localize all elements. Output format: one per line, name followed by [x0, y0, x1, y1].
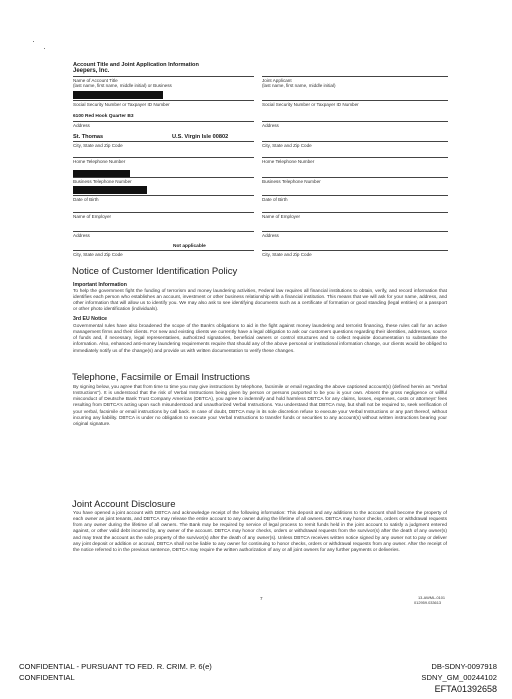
- field-line: [262, 76, 448, 77]
- field-label-dob: Date of Birth: [73, 197, 99, 202]
- cip-subheading-eu: 3rd EU Notice: [73, 316, 108, 322]
- field-label-joint-dob: Date of Birth: [262, 197, 288, 202]
- field-line: [262, 250, 448, 251]
- form-code-2: 012959.033613: [414, 600, 442, 605]
- field-line: [73, 195, 254, 196]
- field-label-joint-ssn: Social Security Number or Taxpayer ID Number: [262, 102, 359, 107]
- account-title-value: Jeepers, Inc.: [73, 68, 110, 74]
- telephone-heading: Telephone, Facsimile or Email Instructions: [72, 372, 250, 383]
- state-zip-value: U.S. Virgin Isle 00802: [172, 134, 229, 140]
- field-line: [262, 157, 448, 158]
- field-label-employer-city: City, State and Zip Code: [73, 252, 123, 257]
- address-value: 6100 Red Hook Quarter B3: [73, 114, 134, 119]
- field-label-employer: Name of Employer: [73, 214, 112, 219]
- field-label-joint-address: Address: [262, 123, 279, 128]
- field-line: [73, 76, 254, 77]
- form-code-1: 13-AWML-0101: [418, 595, 446, 600]
- field-label-joint-city: City, State and Zip Code: [262, 143, 312, 148]
- redaction-block: [73, 170, 130, 177]
- field-label-joint-business-phone: Business Telephone Number: [262, 179, 321, 184]
- field-line: [73, 100, 254, 101]
- scan-speck: [33, 41, 34, 42]
- footer-bates-sdny: SDNY_GM_00244102: [421, 673, 497, 682]
- not-applicable-value: Not applicable: [173, 244, 206, 249]
- field-label-home-phone: Home Telephone Number: [73, 159, 126, 164]
- field-label-joint-applicant: Joint Applicant: [262, 78, 292, 83]
- field-label-address: Address: [73, 123, 90, 128]
- field-line: [73, 231, 254, 232]
- field-label-joint-applicant-hint: (last name, first name, middle initial): [262, 83, 336, 88]
- field-line: [262, 195, 448, 196]
- field-label-city: City, State and Zip Code: [73, 143, 123, 148]
- field-label-joint-employer-address: Address: [262, 233, 279, 238]
- footer-confidential: CONFIDENTIAL: [19, 673, 75, 682]
- field-label-employer-address: Address: [73, 233, 90, 238]
- scan-speck: [44, 48, 45, 49]
- cip-paragraph-eu: Governmental rules have also broadened the scope of the Bank's obligations to aid in the fight against money laundering and terrorist financing, these rules call for an active management firms and their clients. For new and existing clients we currently have a legal obligation to ask our customers questions regarding their identities, addresses, source of funds and, if necessary, legal representatives, authorized signatories, beneficial owners or control structures and to collect requisite documentation to substantiate the information. Also, enhanced anti-money laundering requirements require that should any of the above personal or institutional information change, our clients would be obliged to immediately notify us of the change(s) and provide us with written documentation to verify these changes.: [73, 324, 447, 354]
- redaction-block: [73, 91, 163, 99]
- cip-subheading-important: Important Information: [73, 282, 127, 288]
- field-label-ssn: Social Security Number or Taxpayer ID Number: [73, 102, 170, 107]
- footer-bates-efta: EFTA01392658: [434, 684, 497, 694]
- footer-confidential-rule: CONFIDENTIAL - PURSUANT TO FED. R. CRIM. P. 6(e): [19, 662, 212, 671]
- redaction-block: [73, 186, 147, 194]
- joint-heading: Joint Account Disclosure: [72, 499, 176, 510]
- telephone-paragraph: By signing below, you agree that from time to time you may give instructions by telephone, facsimile or email regarding the above captioned account(s) (defined herein as "Verbal Instructions"). It is understood that the risk of Verbal Instructions being given by person or persons purported to be you is your own. Absent the gross negligence or willful misconduct of Deutsche Bank Trust Company Americas (DBTCA), you agree to indemnify and hold harmless DBTCA for any claims, losses, expenses, costs or attorneys' fees resulting from DBTCA's acting upon such misunderstood and unauthorized Verbal Instructions. You understand that DBTCA may, but shall not be required to, seek verification of your verbal, facsimile or email instructions by call back. In case of doubt, DBTCA may in its sole discretion refuse to execute your Verbal Instructions or any part thereof, without incurring any liability. DBTCA is under no obligation to execute your Verbal Instructions to transfer funds or securities to any account(s) without written instructions bearing your original signature.: [73, 385, 447, 427]
- field-line: [262, 212, 448, 213]
- cip-paragraph-important: To help the government fight the funding of terrorism and money laundering activities, Federal law requires all financial institutions to obtain, verify, and record information that identifies each person who establishes an account, investment or other business relationship with a financial institution. This means that we will ask for your name, address, and other information that will allow us to identify you. We may also ask to see identifying documents such as a certificate of formation or good standing (legal entities) or a passport or other photo identification (individuals).: [73, 289, 447, 313]
- field-line: [262, 100, 448, 101]
- field-line: [73, 157, 254, 158]
- joint-paragraph: You have opened a joint account with DBTCA and acknowledge receipt of the following information: This deposit and any additions to the account shall become the property of each owner as joint tenants, and DBTCA may release the entire account to any owner during the lifetime of all owners. DBTCA may honor checks, orders or withdrawal requests from any owner during the lifetime of all owners. The Bank may be required by service of legal process to remit funds held in the joint account to satisfy a judgment entered against, or other valid debt incurred by, any owner of the account. DBTCA may honor checks, orders or withdrawal requests from the survivor(s) after the death of any owner(s) and may treat the account as the sole property of the survivor(s) after the death of any owner(s). Unless DBTCA receives written notice signed by any owner not to pay or deliver any joint deposit or addition or accrual, DBTCA shall not be liable to any owner for continuing to honor checks, orders or withdrawal requests from any owner. After the receipt of the notice referred to in the previous sentence, DBTCA may require the written authorization of any or all joint owners for any further payments or deliveries.: [73, 511, 447, 553]
- cip-heading: Notice of Customer Identification Policy: [72, 266, 238, 277]
- field-line: [262, 121, 448, 122]
- field-label-business-phone: Business Telephone Number: [73, 179, 132, 184]
- footer-bates-db: DB-SDNY-0097918: [431, 662, 497, 671]
- field-line: [262, 141, 448, 142]
- field-label-joint-home-phone: Home Telephone Number: [262, 159, 315, 164]
- field-line: [73, 121, 254, 122]
- field-label-account-title-hint: (last name, first name, middle initial) or Business: [73, 83, 172, 88]
- field-line: [73, 141, 254, 142]
- page-number: 7: [260, 596, 263, 601]
- field-label-joint-employer-city: City, State and Zip Code: [262, 252, 312, 257]
- field-label-account-title: Name of Account Title: [73, 78, 118, 83]
- section-title: Account Title and Joint Application Information: [73, 62, 199, 68]
- city-value: St. Thomas: [73, 134, 104, 140]
- field-line: [262, 177, 448, 178]
- field-label-joint-employer: Name of Employer: [262, 214, 301, 219]
- field-line: [73, 250, 254, 251]
- field-line: [262, 231, 448, 232]
- field-line: [73, 212, 254, 213]
- field-line: [73, 177, 254, 178]
